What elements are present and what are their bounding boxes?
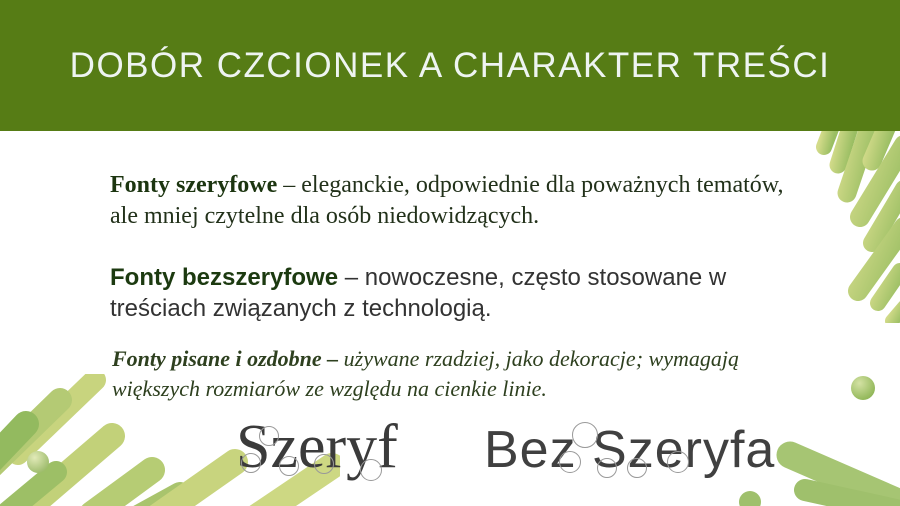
paragraph-serif-body: – eleganckie, odpowiednie dla poważnych tematów, ale mniej czytelne dla osób niedowidzących. bbox=[110, 172, 784, 229]
serif-annotation-circle bbox=[259, 426, 279, 446]
paragraph-sans-fonts bbox=[110, 262, 825, 324]
paragraph-serif-lead: Fonty szeryfowe bbox=[110, 172, 278, 198]
serif-annotation-circle bbox=[314, 454, 334, 474]
sans-annotation-circle bbox=[627, 458, 647, 478]
serif-annotation-circle bbox=[279, 456, 299, 476]
paragraph-serif-fonts bbox=[110, 170, 815, 231]
paragraph-sans-body: – nowoczesne, często stosowane w treściach związanych z technologią. bbox=[110, 264, 727, 323]
paragraph-script-body: używane rzadziej, jako dekoracje; wymagają większych rozmiarów ze względu na cienkie linie. bbox=[112, 346, 739, 401]
serif-annotation-circle bbox=[241, 453, 261, 473]
serif-sample-text: Szeryf bbox=[236, 413, 398, 481]
serif-annotation-circle bbox=[360, 459, 382, 481]
paragraph-script-fonts bbox=[112, 344, 812, 403]
slide-title: DOBÓR CZCIONEK A CHARAKTER TREŚCI bbox=[69, 45, 831, 85]
sans-annotation-circle bbox=[559, 451, 581, 473]
sans-annotation-circle bbox=[597, 458, 617, 478]
sans-annotation-circle bbox=[667, 451, 689, 473]
sans-annotation-circle bbox=[572, 422, 598, 448]
paragraph-sans-lead: Fonty bezszeryfowe bbox=[110, 264, 339, 291]
paragraph-script-lead: Fonty pisane i ozdobne – bbox=[112, 346, 339, 371]
sans-sample-text: Bez Szeryfa bbox=[484, 421, 776, 479]
green-dot-decoration bbox=[851, 376, 875, 400]
title-bar bbox=[0, 0, 900, 131]
